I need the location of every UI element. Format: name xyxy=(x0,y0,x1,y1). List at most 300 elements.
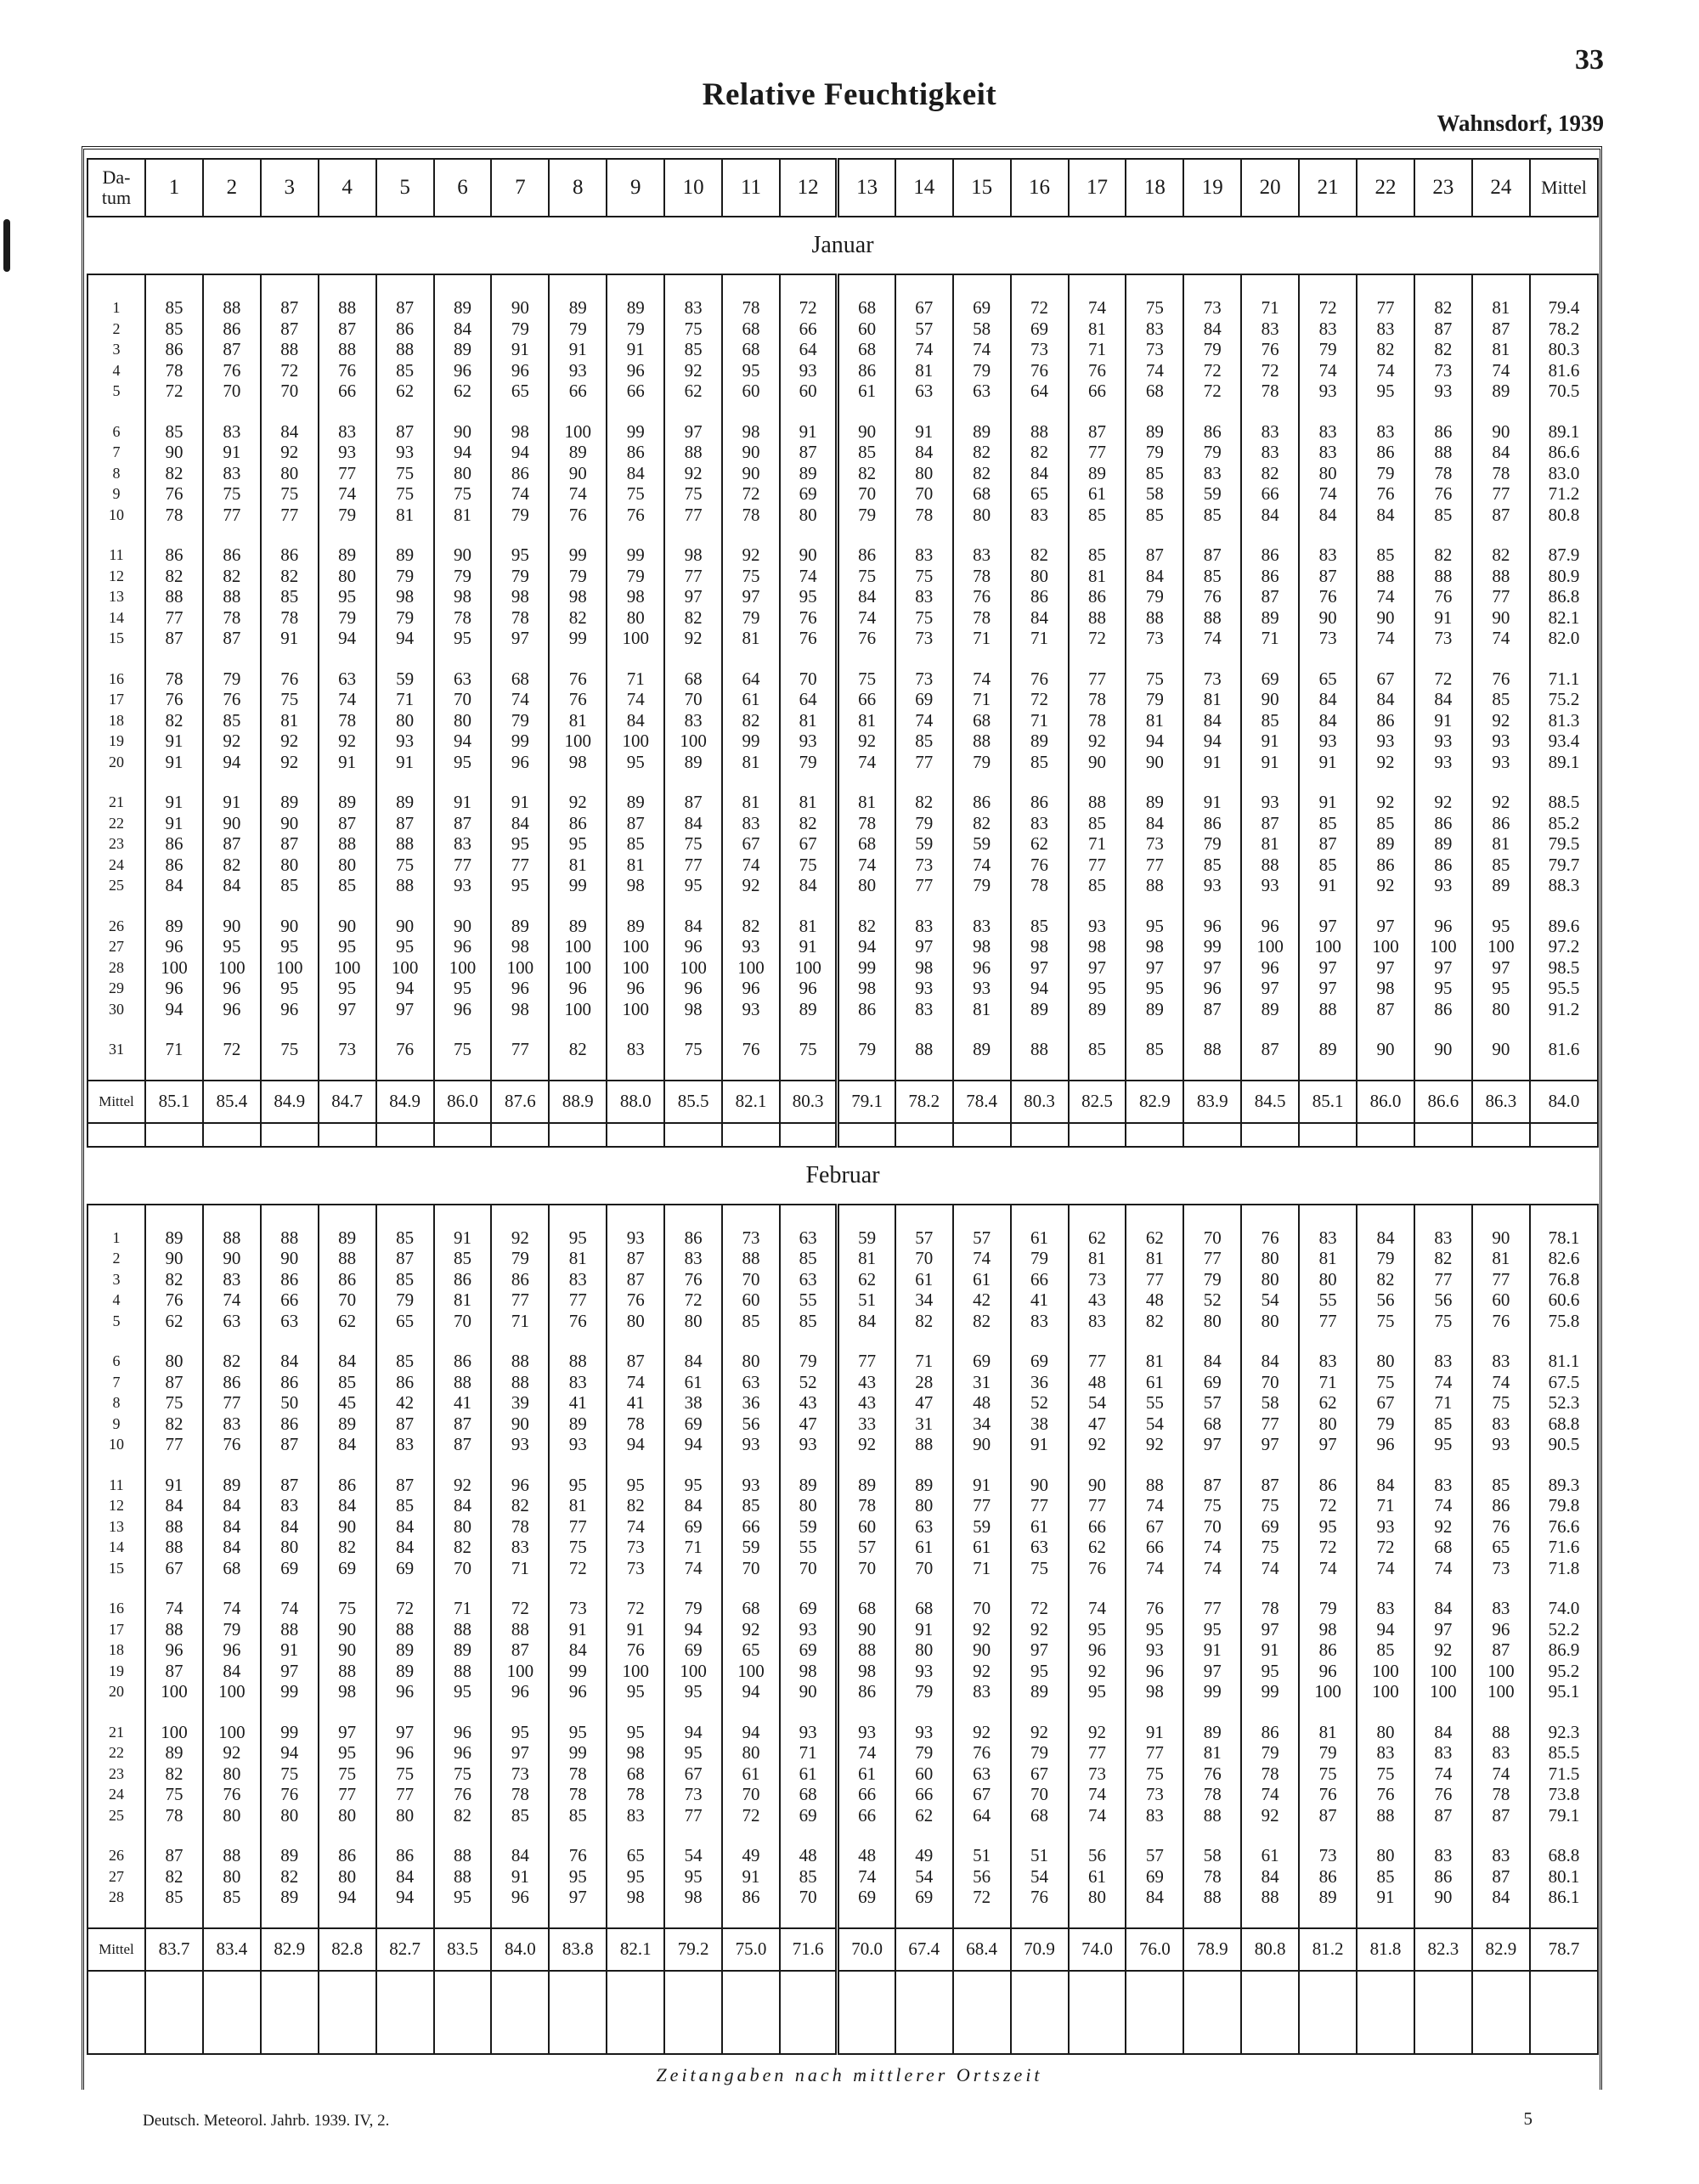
humidity-value: 66 xyxy=(780,319,838,340)
humidity-value: 87 xyxy=(376,813,434,834)
humidity-value: 87 xyxy=(261,1475,319,1496)
humidity-value: 73 xyxy=(607,1537,664,1558)
humidity-value: 60 xyxy=(895,1764,953,1785)
humidity-value: 58 xyxy=(953,319,1011,340)
hourly-mean: 86.3 xyxy=(1472,1081,1530,1123)
humidity-value: 81 xyxy=(722,628,780,649)
table-row xyxy=(87,978,1598,999)
humidity-value: 84 xyxy=(1299,689,1357,710)
spacer-cell xyxy=(780,1060,838,1081)
humidity-value: 80 xyxy=(434,710,492,731)
humidity-value: 75 xyxy=(1126,669,1183,690)
humidity-value: 100 xyxy=(203,1722,261,1743)
spacer-cell xyxy=(953,1019,1011,1039)
humidity-value: 85 xyxy=(1414,505,1472,526)
humidity-value: 100 xyxy=(549,957,607,979)
humidity-value: 88 xyxy=(319,339,376,360)
humidity-value: 95 xyxy=(261,978,319,999)
humidity-value: 75 xyxy=(376,483,434,505)
humidity-value: 83 xyxy=(1472,1845,1530,1866)
humidity-value: 66 xyxy=(1069,1516,1126,1538)
humidity-value: 90 xyxy=(1472,607,1530,629)
humidity-value: 90 xyxy=(261,1248,319,1269)
humidity-value: 92 xyxy=(1357,875,1414,896)
humidity-value: 77 xyxy=(491,1290,549,1311)
humidity-value: 98 xyxy=(607,875,664,896)
humidity-value: 57 xyxy=(1183,1392,1241,1414)
humidity-value: 99 xyxy=(549,875,607,896)
spacer-cell xyxy=(838,772,895,792)
table-row xyxy=(87,483,1598,505)
spacer-cell xyxy=(434,1123,492,1147)
spacer-cell xyxy=(87,1578,145,1598)
humidity-value: 87 xyxy=(145,1845,203,1866)
humidity-value: 73 xyxy=(1414,628,1472,649)
spacer-cell xyxy=(1241,274,1299,297)
humidity-value: 85 xyxy=(1357,1866,1414,1888)
humidity-value: 88 xyxy=(376,833,434,855)
humidity-value: 95 xyxy=(1126,1619,1183,1640)
spacer-cell xyxy=(87,402,145,421)
humidity-value: 81 xyxy=(1126,1351,1183,1372)
humidity-value: 99 xyxy=(549,545,607,566)
humidity-value: 93 xyxy=(376,731,434,752)
humidity-value: 71 xyxy=(145,1039,203,1060)
humidity-value: 89 xyxy=(145,916,203,937)
spacer-cell xyxy=(722,772,780,792)
table-row xyxy=(87,936,1598,957)
station-label: Wahnsdorf, 1939 xyxy=(1437,110,1604,136)
humidity-value: 81 xyxy=(549,710,607,731)
spacer-cell xyxy=(145,1971,203,2054)
group-gap xyxy=(87,772,1598,792)
spacer-cell xyxy=(722,649,780,669)
spacer-cell xyxy=(722,1060,780,1081)
humidity-value: 99 xyxy=(549,1661,607,1682)
day-number: 16 xyxy=(87,669,145,690)
spacer-cell xyxy=(780,1123,838,1147)
humidity-value: 78 xyxy=(145,669,203,690)
humidity-value: 59 xyxy=(895,833,953,855)
spacer-cell xyxy=(434,1019,492,1039)
spacer-cell xyxy=(1069,1971,1126,2054)
humidity-value: 83 xyxy=(1414,1742,1472,1764)
humidity-value: 89 xyxy=(1299,1039,1357,1060)
humidity-value: 86 xyxy=(838,545,895,566)
humidity-value: 97 xyxy=(1357,916,1414,937)
humidity-value: 90 xyxy=(1069,752,1126,773)
hourly-mean: 86.0 xyxy=(1357,1081,1414,1123)
spacer-cell xyxy=(203,525,261,545)
spacer-cell xyxy=(1241,1123,1299,1147)
humidity-value: 77 xyxy=(1069,1351,1126,1372)
humidity-value: 86 xyxy=(261,1269,319,1290)
humidity-value: 66 xyxy=(1069,381,1126,402)
humidity-value: 96 xyxy=(953,957,1011,979)
spacer-cell xyxy=(261,1123,319,1147)
humidity-value: 84 xyxy=(203,875,261,896)
humidity-value: 96 xyxy=(1126,1661,1183,1682)
humidity-value: 68 xyxy=(838,339,895,360)
humidity-value: 89 xyxy=(607,792,664,813)
spacer-cell xyxy=(895,1908,953,1928)
humidity-value: 81 xyxy=(376,505,434,526)
day-number: 6 xyxy=(87,421,145,443)
spacer-cell xyxy=(953,1971,1011,2054)
daily-mean: 79.5 xyxy=(1530,833,1598,855)
humidity-value: 88 xyxy=(1011,1039,1069,1060)
day-number: 3 xyxy=(87,339,145,360)
spacer-row xyxy=(87,1123,1598,1147)
humidity-value: 78 xyxy=(607,1784,664,1805)
humidity-value: 87 xyxy=(1299,833,1357,855)
humidity-value: 92 xyxy=(664,463,722,484)
humidity-value: 93 xyxy=(722,1475,780,1496)
humidity-value: 82 xyxy=(607,1495,664,1516)
humidity-value: 77 xyxy=(953,1495,1011,1516)
humidity-value: 75 xyxy=(1299,1764,1357,1785)
humidity-value: 86 xyxy=(838,360,895,381)
humidity-value: 89 xyxy=(261,1845,319,1866)
humidity-value: 56 xyxy=(722,1414,780,1435)
humidity-value: 68 xyxy=(664,669,722,690)
humidity-value: 86 xyxy=(261,1414,319,1435)
humidity-value: 94 xyxy=(145,999,203,1020)
humidity-value: 38 xyxy=(1011,1414,1069,1435)
spacer-cell xyxy=(895,1331,953,1351)
humidity-value: 86 xyxy=(145,545,203,566)
daily-mean: 93.4 xyxy=(1530,731,1598,752)
humidity-value: 88 xyxy=(491,1351,549,1372)
humidity-value: 68 xyxy=(838,297,895,319)
humidity-value: 89 xyxy=(549,297,607,319)
humidity-value: 61 xyxy=(1011,1227,1069,1249)
humidity-value: 95 xyxy=(1299,1516,1357,1538)
humidity-value: 95 xyxy=(1011,1661,1069,1682)
spacer-cell xyxy=(664,1908,722,1928)
humidity-value: 82 xyxy=(1126,1311,1183,1332)
humidity-value: 80 xyxy=(1241,1248,1299,1269)
spacer-cell xyxy=(203,1455,261,1475)
humidity-value: 69 xyxy=(1011,319,1069,340)
daily-mean: 92.3 xyxy=(1530,1722,1598,1743)
humidity-value: 80 xyxy=(895,463,953,484)
humidity-value: 95 xyxy=(434,1887,492,1908)
humidity-value: 91 xyxy=(434,1227,492,1249)
daily-mean: 68.8 xyxy=(1530,1414,1598,1435)
spacer-cell xyxy=(1241,649,1299,669)
spacer-cell xyxy=(1069,1826,1126,1845)
humidity-value: 90 xyxy=(1126,752,1183,773)
humidity-value: 98 xyxy=(607,586,664,607)
humidity-value: 43 xyxy=(780,1392,838,1414)
humidity-value: 77 xyxy=(145,607,203,629)
hourly-mean: 82.9 xyxy=(1472,1928,1530,1971)
spacer-cell xyxy=(664,1205,722,1227)
spacer-cell xyxy=(722,1971,780,2054)
humidity-value: 60 xyxy=(838,319,895,340)
humidity-value: 75 xyxy=(145,1784,203,1805)
humidity-value: 89 xyxy=(145,1742,203,1764)
humidity-value: 77 xyxy=(1472,1269,1530,1290)
humidity-value: 74 xyxy=(1357,586,1414,607)
spacer-cell xyxy=(1299,772,1357,792)
humidity-value: 77 xyxy=(319,463,376,484)
humidity-value: 79 xyxy=(838,1039,895,1060)
humidity-value: 80 xyxy=(1299,463,1357,484)
spacer-cell xyxy=(1299,1826,1357,1845)
humidity-value: 87 xyxy=(1241,1475,1299,1496)
humidity-value: 91 xyxy=(1183,752,1241,773)
table-row xyxy=(87,1475,1598,1496)
humidity-value: 60 xyxy=(722,1290,780,1311)
spacer-cell xyxy=(722,1331,780,1351)
spacer-cell xyxy=(434,1205,492,1227)
day-number: 20 xyxy=(87,1681,145,1702)
spacer-cell xyxy=(434,402,492,421)
humidity-value: 69 xyxy=(1241,669,1299,690)
humidity-value: 77 xyxy=(1299,1311,1357,1332)
spacer-cell xyxy=(1299,1331,1357,1351)
humidity-value: 98 xyxy=(1011,936,1069,957)
humidity-value: 92 xyxy=(1241,1805,1299,1826)
humidity-value: 90 xyxy=(145,442,203,463)
humidity-value: 86 xyxy=(1183,421,1241,443)
table-row xyxy=(87,1495,1598,1516)
spacer-cell xyxy=(319,1908,376,1928)
humidity-value: 72 xyxy=(1414,669,1472,690)
spacer-cell xyxy=(1472,1578,1530,1598)
humidity-value: 100 xyxy=(1357,936,1414,957)
day-number: 22 xyxy=(87,1742,145,1764)
humidity-value: 75 xyxy=(376,463,434,484)
humidity-value: 72 xyxy=(1183,381,1241,402)
spacer-cell xyxy=(319,1702,376,1722)
humidity-value: 72 xyxy=(1241,360,1299,381)
daily-mean: 71.2 xyxy=(1530,483,1598,505)
spacer-cell xyxy=(1183,1019,1241,1039)
humidity-value: 93 xyxy=(780,1434,838,1455)
humidity-value: 83 xyxy=(1069,1311,1126,1332)
humidity-value: 84 xyxy=(664,916,722,937)
humidity-value: 87 xyxy=(1183,1475,1241,1496)
spacer-cell xyxy=(838,525,895,545)
humidity-value: 89 xyxy=(434,297,492,319)
spacer-cell xyxy=(780,1455,838,1475)
humidity-value: 62 xyxy=(895,1805,953,1826)
humidity-value: 67 xyxy=(722,833,780,855)
humidity-value: 73 xyxy=(1126,628,1183,649)
humidity-value: 96 xyxy=(491,752,549,773)
spacer-cell xyxy=(491,525,549,545)
daily-mean: 70.5 xyxy=(1530,381,1598,402)
humidity-value: 98 xyxy=(491,586,549,607)
humidity-value: 67 xyxy=(895,297,953,319)
humidity-value: 87 xyxy=(376,297,434,319)
humidity-value: 75 xyxy=(1414,1311,1472,1332)
humidity-value: 81 xyxy=(1069,1248,1126,1269)
humidity-value: 76 xyxy=(145,689,203,710)
humidity-value: 75 xyxy=(664,483,722,505)
humidity-value: 80 xyxy=(434,463,492,484)
humidity-value: 82 xyxy=(261,1866,319,1888)
humidity-value: 83 xyxy=(895,999,953,1020)
spacer-cell xyxy=(434,649,492,669)
spacer-cell xyxy=(722,1123,780,1147)
humidity-value: 75 xyxy=(261,483,319,505)
header-hour-9: 9 xyxy=(607,159,664,217)
humidity-value: 70 xyxy=(780,669,838,690)
humidity-value: 69 xyxy=(261,1558,319,1579)
humidity-value: 79 xyxy=(838,505,895,526)
humidity-value: 80 xyxy=(203,1764,261,1785)
spacer-cell xyxy=(1241,1702,1299,1722)
humidity-value: 69 xyxy=(1126,1866,1183,1888)
hourly-mean: 79.2 xyxy=(664,1928,722,1971)
humidity-value: 100 xyxy=(1414,936,1472,957)
humidity-value: 79 xyxy=(1357,463,1414,484)
daily-mean: 91.2 xyxy=(1530,999,1598,1020)
spacer-cell xyxy=(1414,649,1472,669)
table-row xyxy=(87,463,1598,484)
hourly-mean: 71.6 xyxy=(780,1928,838,1971)
humidity-value: 75 xyxy=(838,566,895,587)
humidity-value: 75 xyxy=(319,1764,376,1785)
spacer-cell xyxy=(1069,274,1126,297)
humidity-value: 84 xyxy=(1241,1866,1299,1888)
daily-mean: 78.1 xyxy=(1530,1227,1598,1249)
spacer-cell xyxy=(145,1060,203,1081)
humidity-value: 88 xyxy=(145,1516,203,1538)
header-mittel: Mittel xyxy=(1530,159,1598,217)
humidity-value: 83 xyxy=(1414,1845,1472,1866)
daily-mean: 67.5 xyxy=(1530,1372,1598,1393)
humidity-value: 84 xyxy=(145,875,203,896)
humidity-value: 100 xyxy=(145,1681,203,1702)
humidity-value: 93 xyxy=(1414,731,1472,752)
humidity-value: 74 xyxy=(780,566,838,587)
humidity-value: 75 xyxy=(1183,1495,1241,1516)
day-number: 24 xyxy=(87,1784,145,1805)
humidity-value: 96 xyxy=(780,978,838,999)
humidity-value: 42 xyxy=(376,1392,434,1414)
day-number: 23 xyxy=(87,1764,145,1785)
humidity-value: 61 xyxy=(953,1269,1011,1290)
spacer-cell xyxy=(319,1060,376,1081)
humidity-value: 90 xyxy=(1472,1227,1530,1249)
humidity-value: 87 xyxy=(145,1372,203,1393)
humidity-value: 89 xyxy=(319,1414,376,1435)
humidity-value: 76 xyxy=(1414,586,1472,607)
humidity-value: 68 xyxy=(722,339,780,360)
humidity-value: 93 xyxy=(607,1227,664,1249)
humidity-value: 86 xyxy=(434,1351,492,1372)
spacer-cell xyxy=(722,1826,780,1845)
humidity-value: 82 xyxy=(1011,545,1069,566)
humidity-value: 79 xyxy=(722,607,780,629)
humidity-value: 79 xyxy=(319,607,376,629)
humidity-value: 84 xyxy=(203,1661,261,1682)
humidity-value: 95 xyxy=(1414,1434,1472,1455)
hourly-mean: 70.9 xyxy=(1011,1928,1069,1971)
humidity-value: 96 xyxy=(491,978,549,999)
humidity-value: 97 xyxy=(1299,978,1357,999)
humidity-value: 74 xyxy=(1357,360,1414,381)
day-number: 5 xyxy=(87,1311,145,1332)
humidity-value: 87 xyxy=(1299,1805,1357,1826)
humidity-value: 80 xyxy=(722,1351,780,1372)
humidity-value: 77 xyxy=(1414,1269,1472,1290)
humidity-value: 76 xyxy=(203,1434,261,1455)
spacer-cell xyxy=(1472,274,1530,297)
spacer-cell xyxy=(722,1702,780,1722)
humidity-value: 85 xyxy=(780,1866,838,1888)
humidity-value: 83 xyxy=(1183,463,1241,484)
humidity-value: 71 xyxy=(491,1558,549,1579)
humidity-value: 93 xyxy=(1299,731,1357,752)
spacer-cell xyxy=(549,1971,607,2054)
humidity-value: 100 xyxy=(261,957,319,979)
spacer-cell xyxy=(491,1455,549,1475)
spacer-cell xyxy=(895,1123,953,1147)
spacer-cell xyxy=(376,1578,434,1598)
humidity-value: 74 xyxy=(1414,1372,1472,1393)
spacer-cell xyxy=(838,1205,895,1227)
humidity-value: 61 xyxy=(895,1537,953,1558)
humidity-value: 75 xyxy=(261,689,319,710)
spacer-cell xyxy=(87,896,145,916)
spacer-cell xyxy=(1472,1331,1530,1351)
spacer-cell xyxy=(1357,1455,1414,1475)
humidity-value: 73 xyxy=(1011,339,1069,360)
humidity-value: 90 xyxy=(319,1619,376,1640)
spacer-cell xyxy=(722,896,780,916)
humidity-value: 80 xyxy=(1299,1414,1357,1435)
humidity-value: 100 xyxy=(664,731,722,752)
table-row xyxy=(87,957,1598,979)
hourly-mean: 74.0 xyxy=(1069,1928,1126,1971)
header-hour-7: 7 xyxy=(491,159,549,217)
humidity-value: 85 xyxy=(1011,916,1069,937)
humidity-value: 94 xyxy=(203,752,261,773)
humidity-value: 96 xyxy=(664,978,722,999)
humidity-value: 83 xyxy=(203,421,261,443)
humidity-value: 82 xyxy=(145,1269,203,1290)
humidity-value: 71 xyxy=(780,1742,838,1764)
humidity-value: 82 xyxy=(261,566,319,587)
humidity-value: 79 xyxy=(1183,1269,1241,1290)
humidity-value: 82 xyxy=(953,1311,1011,1332)
humidity-value: 97 xyxy=(319,999,376,1020)
spacer-cell xyxy=(1414,772,1472,792)
day-number: 11 xyxy=(87,1475,145,1496)
humidity-value: 72 xyxy=(1011,1598,1069,1619)
spacer-cell xyxy=(838,402,895,421)
spacer-cell xyxy=(1241,1826,1299,1845)
humidity-value: 87 xyxy=(434,1434,492,1455)
humidity-value: 84 xyxy=(1357,689,1414,710)
humidity-value: 95 xyxy=(1069,1619,1126,1640)
humidity-value: 81 xyxy=(549,1248,607,1269)
humidity-value: 74 xyxy=(953,855,1011,876)
humidity-value: 83 xyxy=(376,1434,434,1455)
spacer-cell xyxy=(1299,1455,1357,1475)
humidity-value: 69 xyxy=(319,1558,376,1579)
humidity-value: 76 xyxy=(203,360,261,381)
spacer-cell xyxy=(953,1331,1011,1351)
day-number: 8 xyxy=(87,1392,145,1414)
humidity-value: 61 xyxy=(1126,1372,1183,1393)
